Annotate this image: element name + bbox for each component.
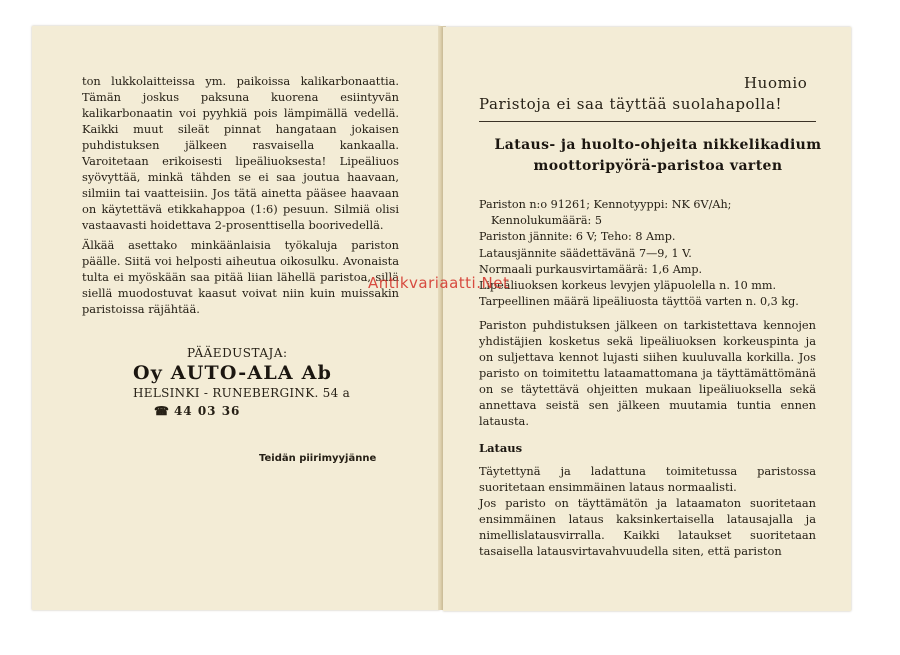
section-title-lataus: Lataus bbox=[479, 441, 523, 455]
document-heading: Lataus- ja huolto-ohjeita nikkelikadium moottoripyörä-paristoa varten bbox=[494, 137, 822, 174]
spec-item: Tarpeellinen määrä lipeäliuosta täyttöä varten n. 0,3 kg. bbox=[479, 295, 799, 309]
left-paragraph-1: ton lukkolaitteissa ym. paikoissa kalikarbonaattia. Tämän joskus paksuna kuorena esiintyvän kalikarbonaatin voi pyyhkiä pois lämpimällä vedellä. Kaikki muut sileät pinnat hangataan jokaisen puhdistuksen jälkeen rasvaisella kankaalla. Varoitetaan erikoisesti lipeäliuoksesta! Lipeäliuos syövyttää, minkä tähden se ei saa joutua haavaan, silmiin tai vaatteisiin. Jos tätä ainetta pääsee haavaan on käytettävä etikkahappoa (1:6) pesuun. Silmiä olisi vastaavasti hoidettava 2-prosenttisella boorivedellä. bbox=[82, 74, 399, 232]
dealer-signature: Teidän piirimyyjänne bbox=[259, 453, 377, 464]
agent-phone-number: 44 03 36 bbox=[173, 404, 241, 418]
spec-item: Latausjännite säädettävänä 7—9, 1 V. bbox=[479, 246, 692, 260]
agent-address: HELSINKI - RUNEBERGINK. 54 a bbox=[133, 386, 351, 400]
telephone-icon: ☎ bbox=[154, 404, 170, 418]
warning-title: Huomio bbox=[744, 74, 808, 92]
right-paragraph-1: Pariston puhdistuksen jälkeen on tarkistettava kennojen yhdistäjien kosketus sekä lipeäliuoksen korkeuspinta ja on suljettava kennot lujasti siihen kuuluvalla korkilla. Jos paristo on toimitettu lataamattomana ja täyttämättömänä on se täytettävä ohjeitten mukaan lipeäliuoksella sekä annettava seistä sen jälkeen muutamia tuntia ennen latausta. bbox=[479, 318, 816, 428]
warning-text: Paristoja ei saa täyttää suolahapolla! bbox=[479, 95, 783, 113]
agent-phone bbox=[154, 404, 240, 418]
agent-label: PÄÄEDUSTAJA: bbox=[187, 346, 288, 360]
watermark: Antikvariaatti.Net bbox=[368, 274, 510, 292]
right-paragraph-3: Jos paristo on täyttämätön ja lataamaton suoritetaan ensimmäinen lataus kaksinkertaisella latausajalla ja nimellislatausvirralla. Kaikki lataukset suoritetaan tasaisella latausvirtavahvuudella siten, että pariston bbox=[479, 496, 816, 558]
right-paragraph-2: Täytettynä ja ladattuna toimitetussa paristossa suoritetaan ensimmäinen lataus normaalisti. bbox=[479, 464, 816, 494]
left-paragraph-2: Älkää asettako minkäänlaisia työkaluja pariston päälle. Siitä voi helposti aiheutua oikosulku. Avonaista tulta ei myöskään saa pitää liian lähellä paristoa, sillä siellä muodostuvat kaasut voivat niin kuin muissakin paristoissa räjähtää. bbox=[82, 238, 399, 316]
spec-item: Normaali purkausvirtamäärä: 1,6 Amp. bbox=[479, 262, 703, 276]
divider bbox=[479, 121, 816, 122]
specs-list bbox=[479, 197, 819, 310]
spec-item: Pariston n:o 91261; Kennotyyppi: NK 6V/Ah; Kennolukumäärä: 5 bbox=[479, 198, 732, 228]
spec-item: Lipeäliuoksen korkeus levyjen yläpuolella n. 10 mm. bbox=[479, 279, 777, 293]
right-page bbox=[443, 27, 851, 611]
left-page bbox=[32, 26, 440, 610]
agent-name: Oy AUTO-ALA Ab bbox=[133, 362, 333, 384]
spec-item: Pariston jännite: 6 V; Teho: 8 Amp. bbox=[479, 230, 676, 244]
